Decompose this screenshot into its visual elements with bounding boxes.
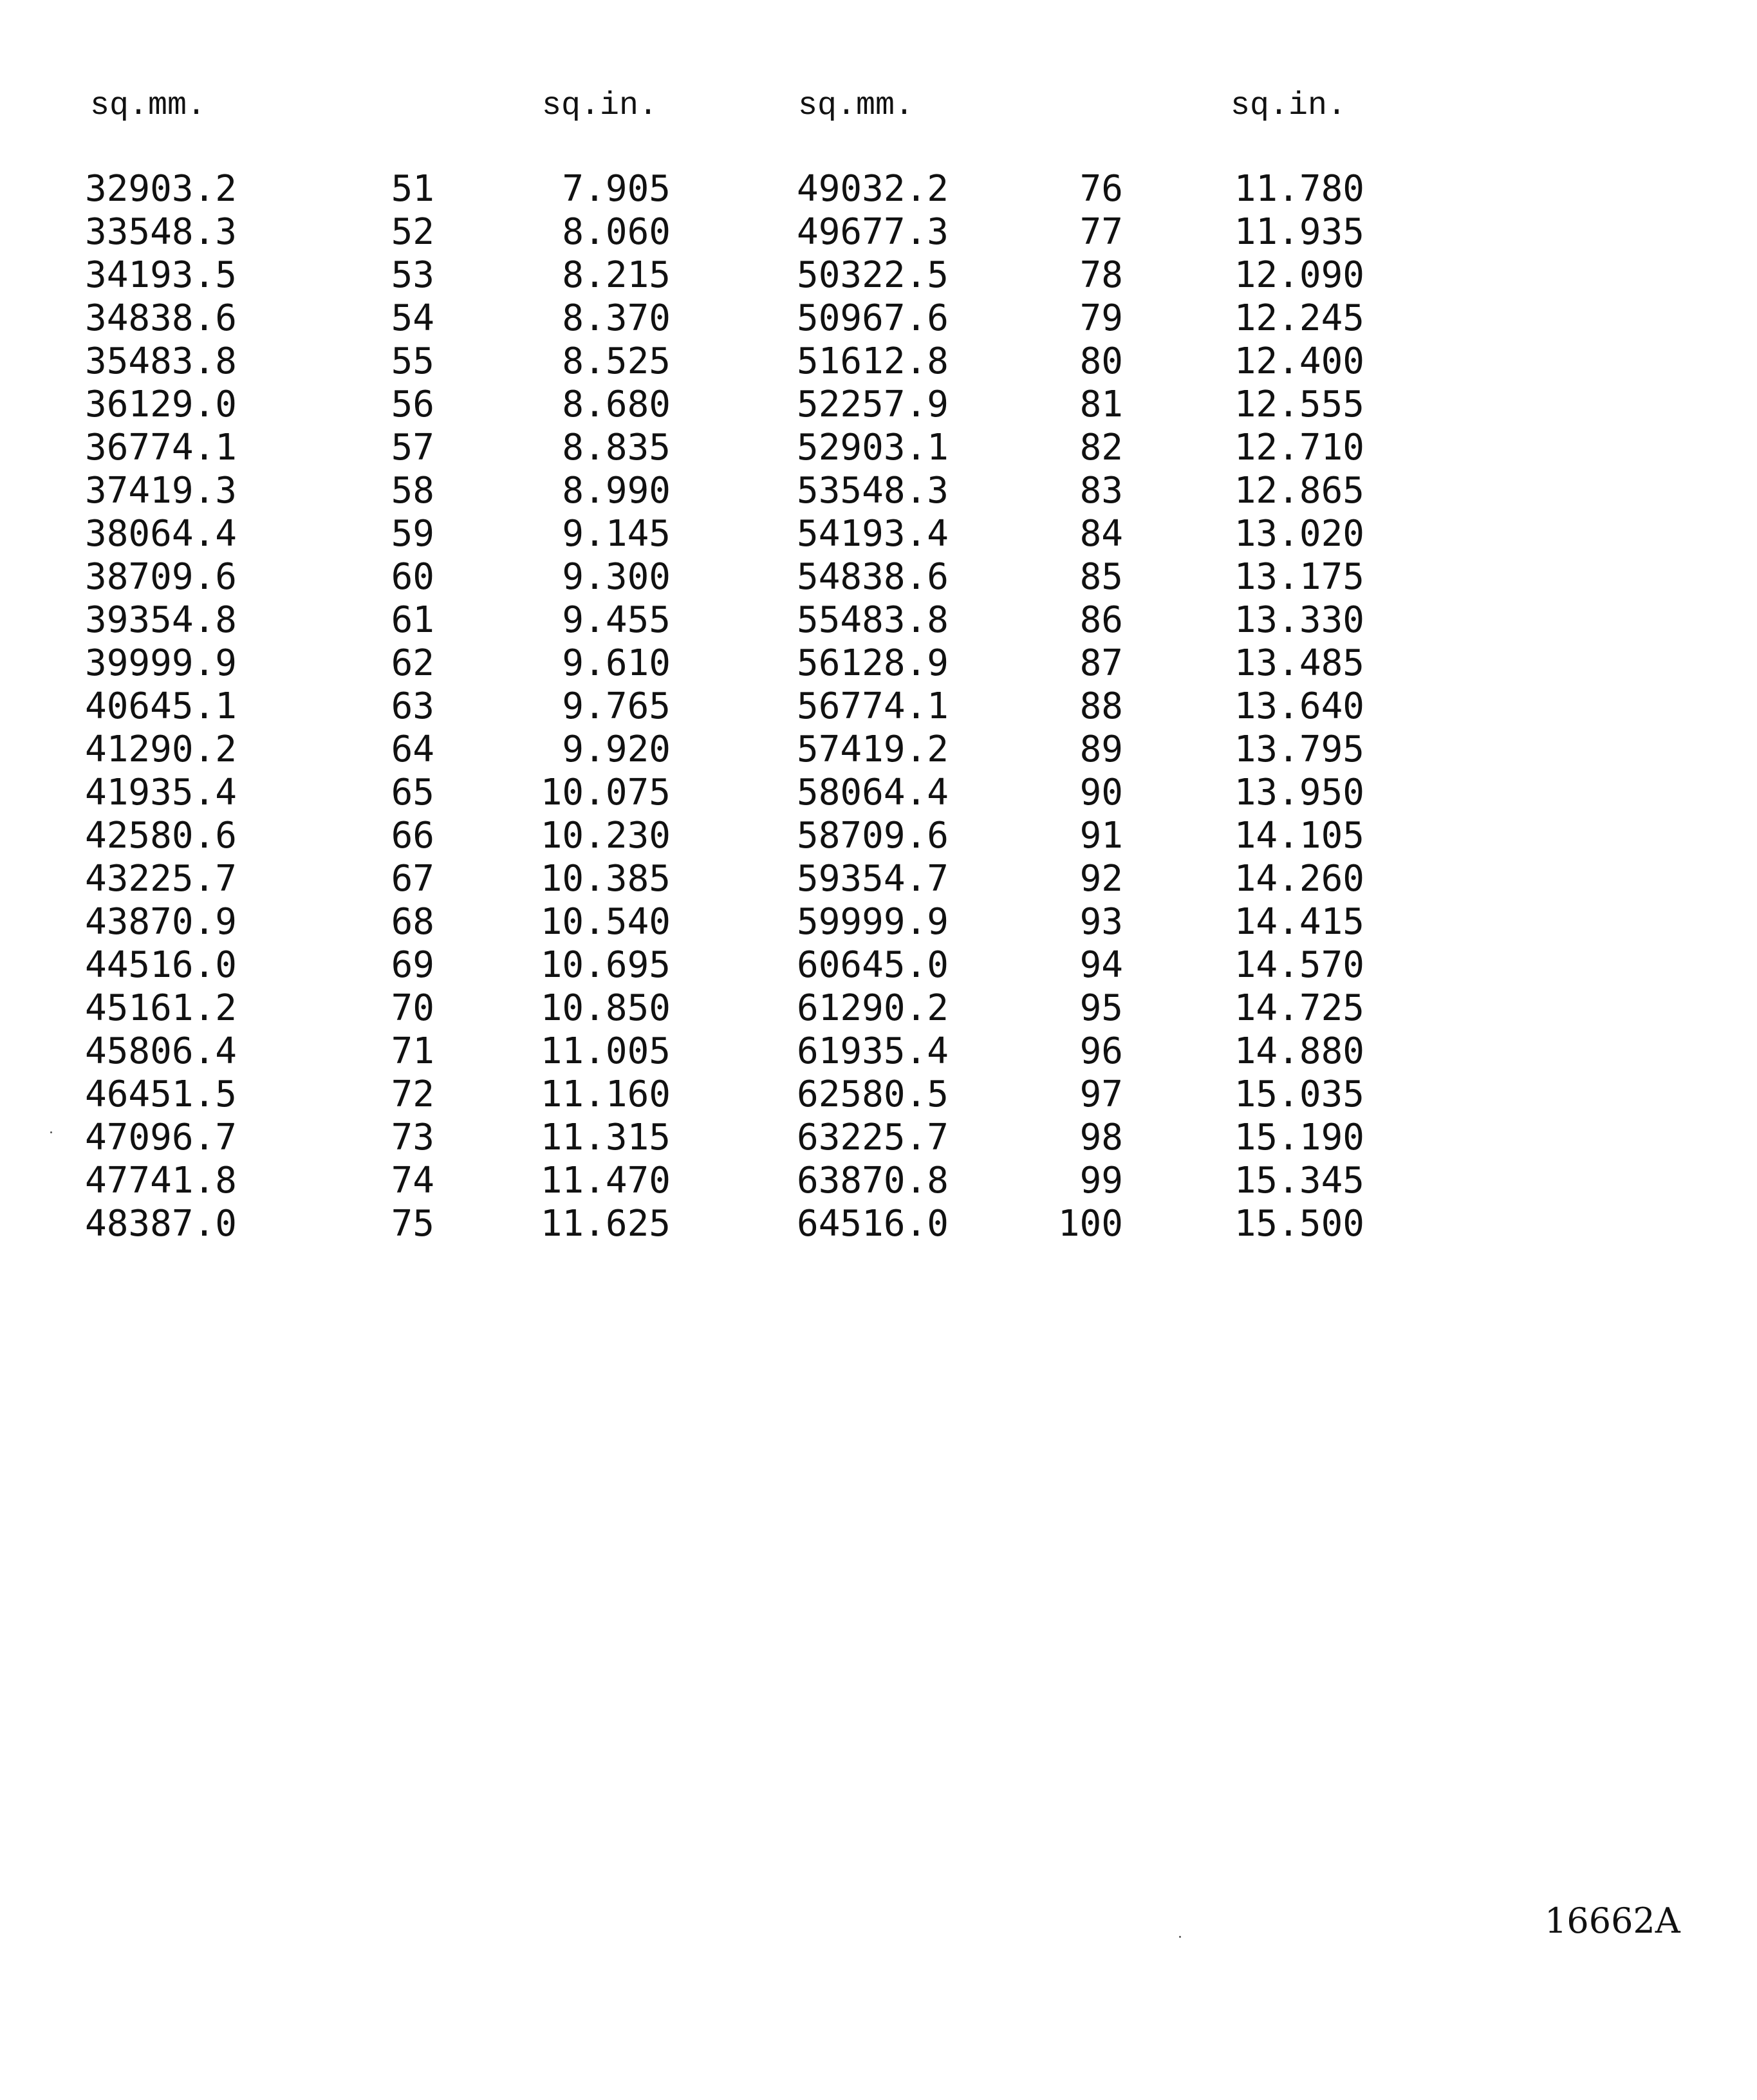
sq-in-left-cell: 10.075 xyxy=(540,772,671,813)
sq-in-right-cell: 14.570 xyxy=(1234,944,1364,986)
sq-in-right-cell: 12.400 xyxy=(1234,340,1364,382)
value-right-cell: 92 xyxy=(1079,858,1123,900)
value-right-cell: 89 xyxy=(1079,729,1123,770)
sq-in-left-cell: 8.835 xyxy=(562,427,671,469)
value-left-cell: 70 xyxy=(391,987,434,1029)
sq-mm-right-cell: 58709.6 xyxy=(797,815,949,857)
sq-in-right-cell: 13.950 xyxy=(1234,772,1364,813)
value-left-cell: 57 xyxy=(391,427,434,469)
sq-mm-right-cell: 53548.3 xyxy=(797,470,949,512)
sq-in-right-cell: 14.260 xyxy=(1234,858,1364,900)
sq-in-right-cell: 11.935 xyxy=(1234,211,1364,253)
sq-mm-right-cell: 52257.9 xyxy=(797,384,949,425)
table-row xyxy=(0,1116,1757,1159)
sq-in-left-cell: 8.990 xyxy=(562,470,671,512)
sq-mm-right-cell: 62580.5 xyxy=(797,1073,949,1115)
sq-in-right-cell: 13.795 xyxy=(1234,729,1364,770)
sq-in-right-cell: 14.415 xyxy=(1234,901,1364,943)
table-row xyxy=(0,943,1757,987)
sq-mm-left-cell: 36129.0 xyxy=(85,384,237,425)
value-right-cell: 98 xyxy=(1079,1117,1123,1158)
sq-in-right-cell: 13.175 xyxy=(1234,556,1364,598)
sq-in-left-cell: 9.455 xyxy=(562,599,671,641)
sq-in-right-cell: 15.345 xyxy=(1234,1160,1364,1202)
table-row xyxy=(0,512,1757,555)
scan-speck xyxy=(1179,1936,1181,1938)
table-row xyxy=(0,426,1757,469)
sq-in-left-cell: 9.145 xyxy=(562,513,671,555)
sq-mm-right-cell: 52903.1 xyxy=(797,427,949,469)
sq-in-left-cell: 7.905 xyxy=(562,168,671,210)
sq-in-right-cell: 14.880 xyxy=(1234,1030,1364,1072)
sq-in-right-cell: 13.485 xyxy=(1234,642,1364,684)
sq-in-left-cell: 9.920 xyxy=(562,729,671,770)
sq-mm-right-cell: 61290.2 xyxy=(797,987,949,1029)
sq-in-right-cell: 15.190 xyxy=(1234,1117,1364,1158)
sq-mm-left-cell: 34193.5 xyxy=(85,254,237,296)
value-right-cell: 87 xyxy=(1079,642,1123,684)
sq-in-left-cell: 8.370 xyxy=(562,297,671,339)
value-right-cell: 81 xyxy=(1079,384,1123,425)
value-right-cell: 95 xyxy=(1079,987,1123,1029)
scan-speck xyxy=(50,1131,52,1133)
sq-in-left-cell: 8.215 xyxy=(562,254,671,296)
value-left-cell: 55 xyxy=(391,340,434,382)
sq-in-right-cell: 12.710 xyxy=(1234,427,1364,469)
value-right-cell: 93 xyxy=(1079,901,1123,943)
value-right-cell: 96 xyxy=(1079,1030,1123,1072)
value-left-cell: 58 xyxy=(391,470,434,512)
value-right-cell: 83 xyxy=(1079,470,1123,512)
sq-in-left-cell: 11.625 xyxy=(540,1203,671,1245)
value-right-cell: 97 xyxy=(1079,1073,1123,1115)
sq-mm-right-cell: 63870.8 xyxy=(797,1160,949,1202)
table-row xyxy=(0,1030,1757,1073)
table-row xyxy=(0,857,1757,900)
sq-in-right-cell: 12.090 xyxy=(1234,254,1364,296)
value-left-cell: 51 xyxy=(391,168,434,210)
table-row xyxy=(0,728,1757,771)
sq-in-right-cell: 13.330 xyxy=(1234,599,1364,641)
value-right-cell: 78 xyxy=(1079,254,1123,296)
sq-in-left-cell: 8.680 xyxy=(562,384,671,425)
table-row xyxy=(0,771,1757,814)
sq-mm-left-cell: 37419.3 xyxy=(85,470,237,512)
sq-mm-left-cell: 43870.9 xyxy=(85,901,237,943)
value-left-cell: 65 xyxy=(391,772,434,813)
sq-mm-left-cell: 47741.8 xyxy=(85,1160,237,1202)
header-sq-mm-left: sq.mm. xyxy=(90,88,207,124)
value-right-cell: 86 xyxy=(1079,599,1123,641)
header-sq-mm-right: sq.mm. xyxy=(798,88,915,124)
sq-mm-right-cell: 58064.4 xyxy=(797,772,949,813)
sq-mm-right-cell: 64516.0 xyxy=(797,1203,949,1245)
sq-in-left-cell: 11.470 xyxy=(540,1160,671,1202)
value-left-cell: 54 xyxy=(391,297,434,339)
value-right-cell: 90 xyxy=(1079,772,1123,813)
value-left-cell: 62 xyxy=(391,642,434,684)
sq-mm-right-cell: 56128.9 xyxy=(797,642,949,684)
table-row xyxy=(0,1202,1757,1245)
value-left-cell: 67 xyxy=(391,858,434,900)
sq-in-right-cell: 15.500 xyxy=(1234,1203,1364,1245)
value-right-cell: 82 xyxy=(1079,427,1123,469)
sq-mm-left-cell: 41935.4 xyxy=(85,772,237,813)
value-right-cell: 79 xyxy=(1079,297,1123,339)
value-right-cell: 85 xyxy=(1079,556,1123,598)
sq-mm-left-cell: 33548.3 xyxy=(85,211,237,253)
sq-mm-left-cell: 39354.8 xyxy=(85,599,237,641)
sq-mm-right-cell: 49677.3 xyxy=(797,211,949,253)
sq-mm-left-cell: 38709.6 xyxy=(85,556,237,598)
table-row xyxy=(0,210,1757,254)
sq-in-left-cell: 9.300 xyxy=(562,556,671,598)
sq-mm-right-cell: 60645.0 xyxy=(797,944,949,986)
table-row xyxy=(0,383,1757,426)
value-right-cell: 84 xyxy=(1079,513,1123,555)
sq-mm-left-cell: 45161.2 xyxy=(85,987,237,1029)
table-row xyxy=(0,297,1757,340)
sq-in-right-cell: 11.780 xyxy=(1234,168,1364,210)
value-left-cell: 61 xyxy=(391,599,434,641)
sq-mm-right-cell: 50322.5 xyxy=(797,254,949,296)
sq-in-right-cell: 14.105 xyxy=(1234,815,1364,857)
conversion-table-body xyxy=(0,167,1757,1245)
sq-mm-left-cell: 41290.2 xyxy=(85,729,237,770)
value-right-cell: 76 xyxy=(1079,168,1123,210)
sq-mm-left-cell: 46451.5 xyxy=(85,1073,237,1115)
value-left-cell: 59 xyxy=(391,513,434,555)
value-right-cell: 94 xyxy=(1079,944,1123,986)
sq-in-right-cell: 12.865 xyxy=(1234,470,1364,512)
sq-in-left-cell: 10.695 xyxy=(540,944,671,986)
table-row xyxy=(0,1073,1757,1116)
value-left-cell: 60 xyxy=(391,556,434,598)
sq-mm-left-cell: 35483.8 xyxy=(85,340,237,382)
sq-mm-left-cell: 43225.7 xyxy=(85,858,237,900)
sq-mm-right-cell: 56774.1 xyxy=(797,685,949,727)
table-row xyxy=(0,1159,1757,1202)
sq-mm-right-cell: 54193.4 xyxy=(797,513,949,555)
table-row xyxy=(0,642,1757,685)
value-left-cell: 63 xyxy=(391,685,434,727)
sq-in-right-cell: 12.245 xyxy=(1234,297,1364,339)
value-right-cell: 91 xyxy=(1079,815,1123,857)
value-left-cell: 74 xyxy=(391,1160,434,1202)
value-right-cell: 77 xyxy=(1079,211,1123,253)
sq-mm-left-cell: 40645.1 xyxy=(85,685,237,727)
value-right-cell: 100 xyxy=(1057,1203,1123,1245)
sq-in-left-cell: 11.160 xyxy=(540,1073,671,1115)
sq-in-right-cell: 12.555 xyxy=(1234,384,1364,425)
sq-mm-right-cell: 50967.6 xyxy=(797,297,949,339)
sq-in-right-cell: 14.725 xyxy=(1234,987,1364,1029)
header-sq-in-right: sq.in. xyxy=(1231,88,1347,124)
sq-in-left-cell: 10.850 xyxy=(540,987,671,1029)
sq-in-left-cell: 10.230 xyxy=(540,815,671,857)
table-row xyxy=(0,685,1757,728)
value-left-cell: 64 xyxy=(391,729,434,770)
sq-in-left-cell: 8.060 xyxy=(562,211,671,253)
sq-mm-right-cell: 57419.2 xyxy=(797,729,949,770)
table-row xyxy=(0,599,1757,642)
table-row xyxy=(0,555,1757,599)
sq-mm-right-cell: 59999.9 xyxy=(797,901,949,943)
sq-mm-left-cell: 39999.9 xyxy=(85,642,237,684)
sq-mm-left-cell: 47096.7 xyxy=(85,1117,237,1158)
sq-in-left-cell: 9.610 xyxy=(562,642,671,684)
table-row xyxy=(0,167,1757,210)
table-row xyxy=(0,254,1757,297)
figure-id-label: 16662A xyxy=(1545,1900,1680,1941)
value-left-cell: 53 xyxy=(391,254,434,296)
sq-mm-right-cell: 63225.7 xyxy=(797,1117,949,1158)
sq-mm-left-cell: 48387.0 xyxy=(85,1203,237,1245)
value-left-cell: 52 xyxy=(391,211,434,253)
sq-mm-left-cell: 36774.1 xyxy=(85,427,237,469)
value-right-cell: 80 xyxy=(1079,340,1123,382)
sq-mm-right-cell: 54838.6 xyxy=(797,556,949,598)
sq-in-left-cell: 11.005 xyxy=(540,1030,671,1072)
sq-mm-right-cell: 49032.2 xyxy=(797,168,949,210)
value-left-cell: 66 xyxy=(391,815,434,857)
sq-in-right-cell: 13.640 xyxy=(1234,685,1364,727)
sq-mm-left-cell: 42580.6 xyxy=(85,815,237,857)
sq-mm-left-cell: 32903.2 xyxy=(85,168,237,210)
table-row xyxy=(0,900,1757,943)
table-row xyxy=(0,814,1757,857)
value-left-cell: 68 xyxy=(391,901,434,943)
sq-in-left-cell: 10.540 xyxy=(540,901,671,943)
sq-in-left-cell: 11.315 xyxy=(540,1117,671,1158)
sq-mm-left-cell: 45806.4 xyxy=(85,1030,237,1072)
table-row xyxy=(0,469,1757,512)
value-left-cell: 56 xyxy=(391,384,434,425)
table-row xyxy=(0,340,1757,383)
sq-mm-right-cell: 51612.8 xyxy=(797,340,949,382)
value-right-cell: 88 xyxy=(1079,685,1123,727)
value-left-cell: 71 xyxy=(391,1030,434,1072)
header-sq-in-left: sq.in. xyxy=(542,88,658,124)
sq-in-left-cell: 8.525 xyxy=(562,340,671,382)
sq-mm-right-cell: 55483.8 xyxy=(797,599,949,641)
value-left-cell: 69 xyxy=(391,944,434,986)
table-row xyxy=(0,987,1757,1030)
value-left-cell: 73 xyxy=(391,1117,434,1158)
sq-in-left-cell: 10.385 xyxy=(540,858,671,900)
sq-mm-left-cell: 38064.4 xyxy=(85,513,237,555)
sq-mm-right-cell: 59354.7 xyxy=(797,858,949,900)
value-right-cell: 99 xyxy=(1079,1160,1123,1202)
sq-mm-right-cell: 61935.4 xyxy=(797,1030,949,1072)
sq-in-right-cell: 15.035 xyxy=(1234,1073,1364,1115)
sq-mm-left-cell: 44516.0 xyxy=(85,944,237,986)
sq-in-right-cell: 13.020 xyxy=(1234,513,1364,555)
sq-mm-left-cell: 34838.6 xyxy=(85,297,237,339)
value-left-cell: 72 xyxy=(391,1073,434,1115)
value-left-cell: 75 xyxy=(391,1203,434,1245)
sq-in-left-cell: 9.765 xyxy=(562,685,671,727)
